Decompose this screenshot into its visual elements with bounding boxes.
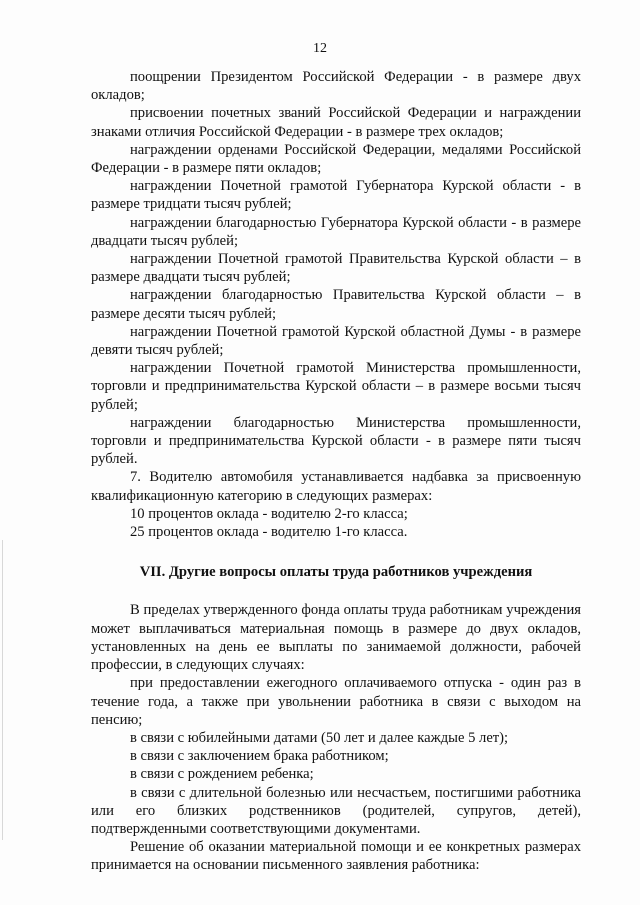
paragraph-award-president: поощрении Президентом Российской Федерации - в размере двух окладов; (91, 69, 581, 104)
paragraph-award-duma-certificate: награждении Почетной грамотой Курской областной Думы - в размере девяти тысяч рублей; (91, 323, 581, 359)
paragraph-award-government-certificate: награждении Почетной грамотой Правительства Курской области – в размере двадцати тысяч рублей; (91, 251, 581, 286)
paragraph-driver-class-2: 10 процентов оклада - водителю 2-го класса; (130, 505, 408, 522)
paragraph-award-governor-certificate: награждении Почетной грамотой Губернатора Курской области - в размере тридцати тысяч рублей; (91, 178, 581, 213)
paragraph-aid-marriage: в связи с заключением брака работником; (130, 748, 389, 765)
paragraph-aid-vacation: при предоставлении ежегодного оплачиваемого отпуска - один раз в течение года, а также при увольнении работника в связи с выходом на пенсию; (91, 675, 581, 728)
paragraph-award-orders-medals: награждении орденами Российской Федерации, медалями Российской Федерации - в размере пяти окладов; (91, 141, 581, 177)
scan-edge-line (2, 540, 3, 840)
paragraph-aid-decision: Решение об оказании материальной помощи и ее конкретных размерах принимается на основании письменного заявления работника: (91, 839, 581, 874)
section-heading: VII. Другие вопросы оплаты труда работников учреждения (139, 564, 533, 581)
paragraph-material-aid-intro: В пределах утвержденного фонда оплаты труда работникам учреждения может выплачиваться материальная помощь в размере до двух окладов, установленных на день ее выплаты по занимаемой должности, рабочей профессии, в следующих случаях: (91, 602, 581, 674)
paragraph-driver-bonus: 7. Водителю автомобиля устанавливается надбавка за присвоенную квалификационную категорию в следующих размерах: (91, 469, 581, 504)
paragraph-aid-illness: в связи с длительной болезнью или несчастьем, постигшими работника или его близких родственников (родителей, супругов, детей), подтвержденными соответствующими документами. (91, 784, 581, 837)
document-body (91, 68, 581, 875)
paragraph-award-honorary-titles: присвоении почетных званий Российской Федерации и награждении знаками отличия Российской Федерации - в размере трех окладов; (91, 105, 581, 140)
paragraph-driver-class-1: 25 процентов оклада - водителю 1-го класса. (130, 524, 408, 541)
paragraph-aid-anniversary: в связи с юбилейными датами (50 лет и далее каждые 5 лет); (130, 729, 509, 746)
paragraph-award-ministry-gratitude: награждении благодарностью Министерства промышленности, торговли и предпринимательства Курской области - в размере пяти тысяч рублей. (91, 414, 581, 468)
paragraph-aid-childbirth: в связи с рождением ребенка; (130, 766, 314, 783)
page-number: 12 (313, 41, 327, 56)
paragraph-award-government-gratitude: награждении благодарностью Правительства Курской области – в размере десяти тысяч рублей; (91, 287, 581, 322)
paragraph-award-ministry-certificate: награждении Почетной грамотой Министерства промышленности, торговли и предпринимательства Курской области – в размере восьми тысяч рублей; (91, 360, 581, 413)
paragraph-award-governor-gratitude: награждении благодарностью Губернатора Курской области - в размере двадцати тысяч рублей; (91, 214, 581, 249)
